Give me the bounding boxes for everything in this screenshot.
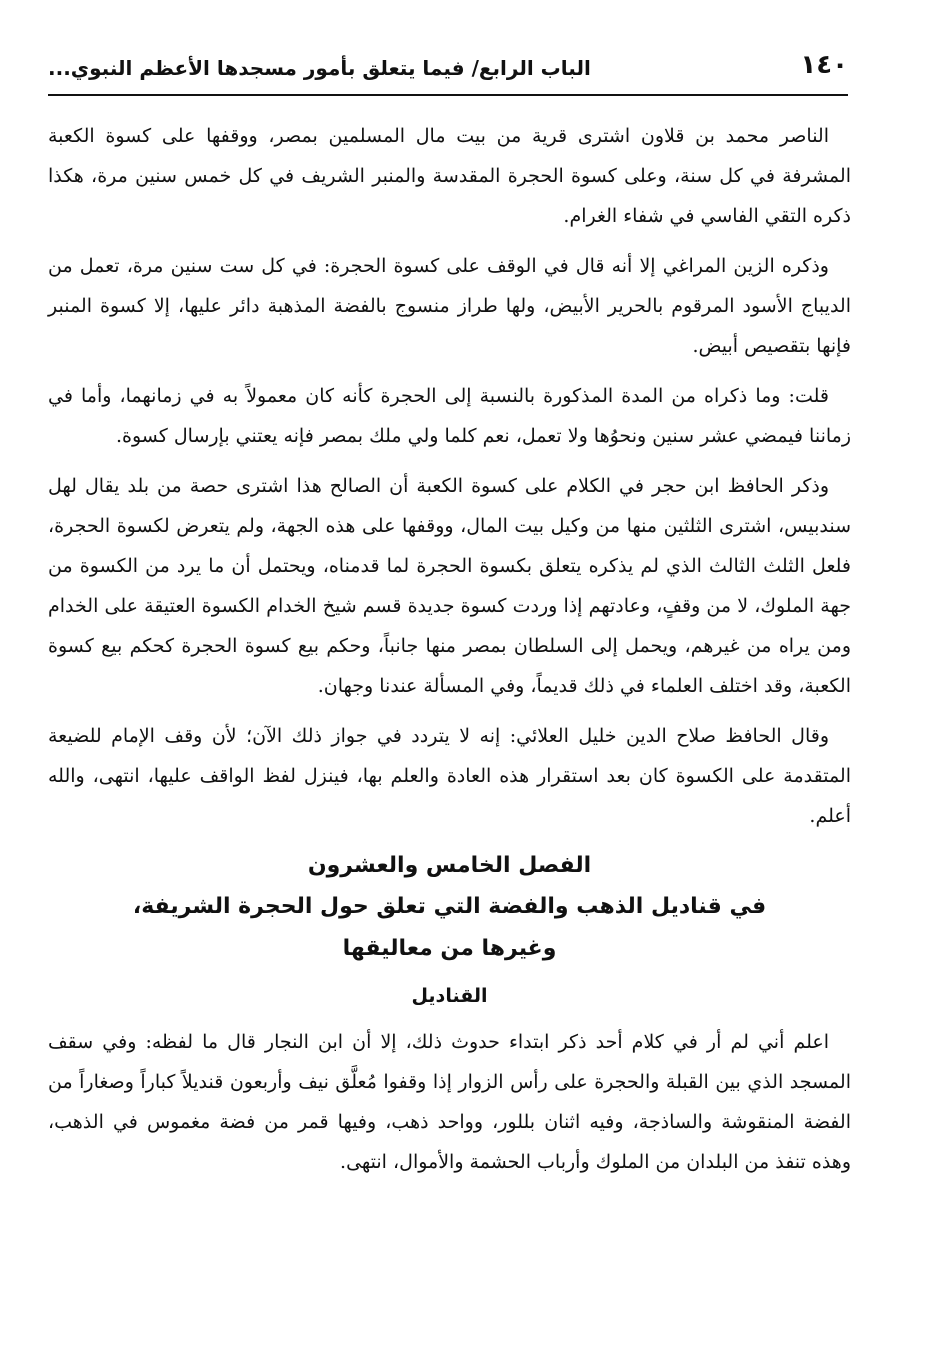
paragraph-1: الناصر محمد بن قلاون اشترى قرية من بيت مال المسلمين بمصر، ووقفها على كسوة الكعبة المشرفة في كل سنة، وعلى كسوة الحجرة المقدسة والمنبر الشريف في كل خمس سنين مرة، هكذا ذكره التقي الفاسي في شفاء الغرام.: [48, 125, 851, 227]
subheading: القناديل: [411, 985, 488, 1007]
chapter-title-line-2: وغيرها من معاليقها: [342, 936, 557, 961]
chapter-title-line-1: في قناديل الذهب والفضة التي تعلق حول الحجرة الشريفة،: [132, 894, 767, 919]
paragraph-4: وذكر الحافظ ابن حجر في الكلام على كسوة الكعبة أن الصالح هذا اشترى حصة من بلد يقال لهل سندبيس، اشترى الثلثين منها من وكيل بيت المال، ووقفها على هذه الجهة، ولم يتعرض لكسوة الحجرة، فلعل الثلث الثالث الذي لم يذكره يتعلق بكسوة الحجرة لما قدمناه، ويحتمل أن ما يرد من الكسوة من جهة الملوك، لا من وقفٍ، وعادتهم إذا وردت كسوة جديدة قسم شيخ الخدام الكسوة العتيقة على الخدام ومن يراه من غيرهم، ويحمل إلى السلطان بمصر منها جانباً، وحكم بيع كسوة الحجرة كحكم بيع كسوة الكعبة، وقد اختلف العلماء في ذلك قديماً، وفي المسألة عندنا وجهان.: [48, 475, 851, 697]
running-header-title: الباب الرابع/ فيما يتعلق بأمور مسجدها الأعظم النبوي...: [48, 56, 591, 80]
running-header: [48, 44, 848, 96]
chapter-heading: الفصل الخامس والعشرون: [307, 853, 592, 878]
paragraph-2: وذكره الزين المراغي إلا أنه قال في الوقف على كسوة الحجرة: في كل ست سنين مرة، تعمل من الديباج الأسود المرقوم بالحرير الأبيض، ولها طراز منسوج بالفضة المذهبة دائر عليها، إلا كسوة المنبر فإنها بتقصيص أبيض.: [48, 255, 851, 357]
body-text: [48, 116, 851, 1192]
paragraph-3: قلت: وما ذكراه من المدة المذكورة بالنسبة إلى الحجرة كأنه كان معمولاً به في زمانهما، وأما في زماننا فيمضي عشر سنين ونحوُها ولا تعمل، نعم كلما ولي ملك بمصر فإنه يعتني بإرسال كسوة.: [48, 385, 851, 447]
page-number: ١٤٠: [800, 50, 848, 80]
paragraph-6: اعلم أني لم أر في كلام أحد ذكر ابتداء حدوث ذلك، إلا أن ابن النجار قال ما لفظه: وفي سقف المسجد الذي بين القبلة والحجرة على رأس الزوار إذا وقفوا مُعلَّق نيف وأربعون قنديلاً كباراً وصغاراً من الفضة المنقوشة والساذجة، وفيه اثنان بللور، وواحد ذهب، وفيها قمر من فضة مغموس في الذهب، وهذه تنفذ من البلدان من الملوك وأرباب الحشمة والأموال، انتهى.: [48, 1031, 851, 1173]
paragraph-5: وقال الحافظ صلاح الدين خليل العلائي: إنه لا يتردد في جواز ذلك الآن؛ لأن وقف الإمام للضيعة المتقدمة على الكسوة كان بعد استقرار هذه العادة والعلم بها، فينزل لفظ الواقف عليها، انتهى، والله أعلم.: [48, 725, 851, 827]
